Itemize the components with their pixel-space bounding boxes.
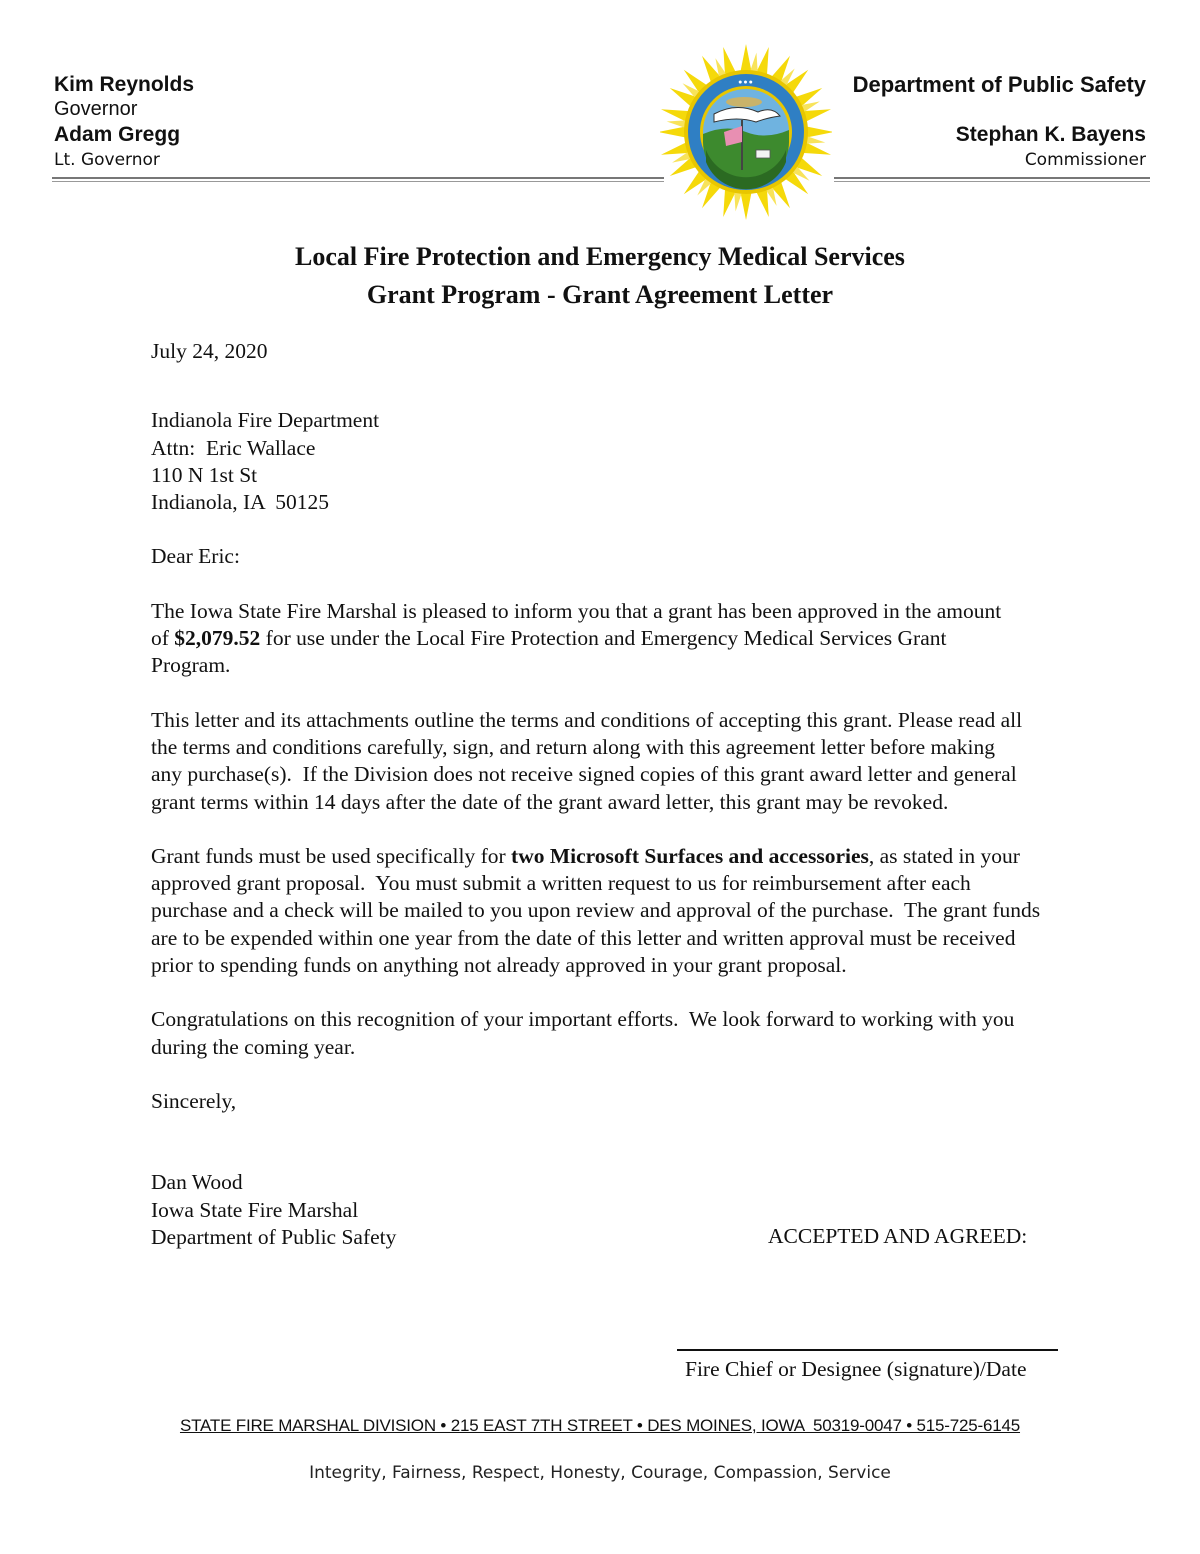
grant-amount: $2,079.52 [174,626,261,651]
governor-title: Governor [54,98,138,120]
signature-caption: Fire Chief or Designee (signature)/Date [685,1357,1027,1381]
paragraph-use-of-funds [151,843,1046,979]
paragraph3-text-before: Grant funds must be used specifically for [151,843,512,868]
paragraph1-text-after: for use under the Local Fire Protection and Emergency Medical Services Grant Program. [151,626,947,678]
title-line-2: Grant Program - Grant Agreement Letter [366,280,834,309]
footer-address: STATE FIRE MARSHAL DIVISION • 215 EAST 7TH STREET • DES MOINES, IOWA 50319-0047 • 515-725-6145 [179,1416,1021,1435]
paragraph-terms: This letter and its attachments outline the terms and conditions of accepting this grant. Please read all the terms and conditions carefully, sign, and return along with this agreement letter before making any purchase(s). If the Division does not receive signed copies of this grant award letter and general grant terms within 14 days after the date of the grant award letter, this grant may be revoked. [151,707,1028,814]
paragraph-grant-approved [151,598,1011,680]
letterhead-right [806,72,1146,173]
recipient-attn: Attn: Eric Wallace [151,435,316,460]
letter-body [151,338,1051,1251]
letter-date: July 24, 2020 [151,339,268,363]
paragraph3-text-after: , as stated in your approved grant proposal. You must submit a written request to us for reimbursement after each purchase and a check will be mailed to you upon review and approval of the purchase. The grant funds are to be expended within one year from the date of this letter and written approval must be received prior to spending funds on anything not already approved in your grant proposal. [151,843,1046,978]
commissioner-title: Commissioner [1024,150,1146,170]
signature-block [151,1169,1051,1251]
paragraph-congratulations: Congratulations on this recognition of your important efforts. We look forward to working with you during the coming year. [151,1007,1020,1059]
signer-title: Iowa State Fire Marshal [151,1197,359,1222]
commissioner-name: Stephan K. Bayens [955,123,1146,146]
recipient-city: Indianola, IA 50125 [151,490,329,515]
letterhead-divider-left [52,177,664,179]
approved-items: two Microsoft Surfaces and accessories [511,843,869,868]
governor-name: Kim Reynolds [54,73,195,96]
document-title [0,238,1200,314]
recipient-street: 110 N 1st St [151,462,258,487]
lt-governor-name: Adam Gregg [54,123,181,146]
letterhead-left [54,72,666,173]
title-line-1: Local Fire Protection and Emergency Medical Services [295,242,905,271]
salutation: Dear Eric: [151,544,240,569]
letterhead-divider-right [834,177,1150,179]
svg-text:●●●: ●●● [738,79,754,86]
accepted-and-agreed-label: ACCEPTED AND AGREED: [768,1224,1028,1249]
recipient-organization: Indianola Fire Department [151,408,380,433]
signature-line [677,1349,1058,1351]
signer-department: Department of Public Safety [151,1224,397,1249]
signer-name: Dan Wood [151,1170,243,1195]
department-name: Department of Public Safety [852,72,1146,97]
footer-values: Integrity, Fairness, Respect, Honesty, Courage, Compassion, Service [309,1463,891,1483]
paragraph1-text-before: The Iowa State Fire Marshal is pleased to inform you that a grant has been approved in the amount of [151,598,1002,651]
lt-governor-title: Lt. Governor [54,150,160,170]
recipient-address [151,407,1051,516]
closing: Sincerely, [151,1088,237,1113]
